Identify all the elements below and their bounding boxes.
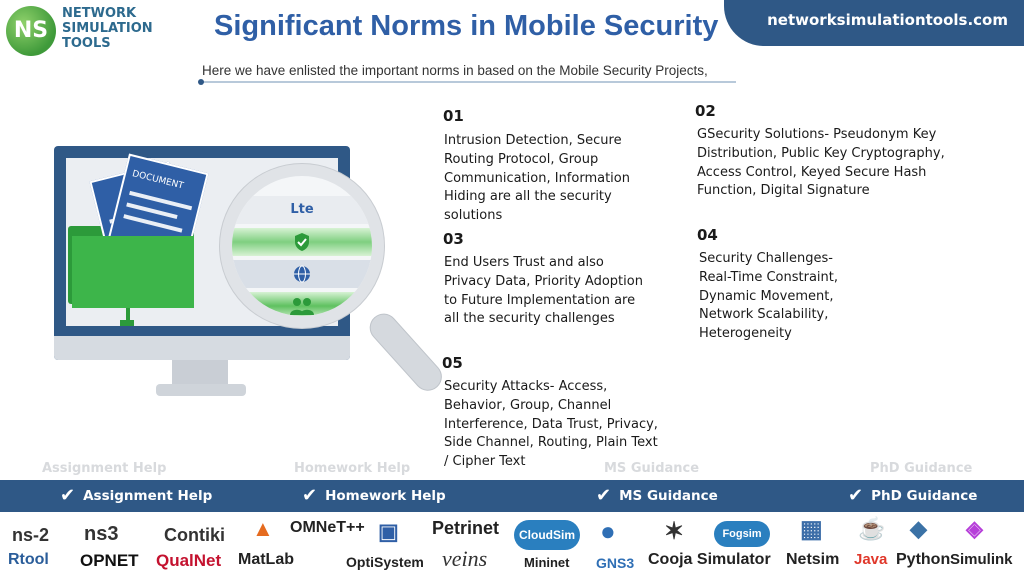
fogsim-logo: Fogsim <box>714 521 770 547</box>
check-icon: ✔ <box>848 485 864 506</box>
phd-guidance-link[interactable]: ✔ PhD Guidance <box>848 485 978 506</box>
veins-logo: veins <box>442 546 488 571</box>
cloudsim-logo: CloudSim <box>514 520 580 550</box>
intro-divider <box>200 81 736 83</box>
check-icon: ✔ <box>60 485 76 506</box>
check-icon: ✔ <box>302 485 318 506</box>
cooja-icon: ✶ <box>664 518 685 545</box>
homework-help-link[interactable]: ✔ Homework Help <box>302 485 446 506</box>
ghost-help-label: Assignment Help <box>42 461 167 476</box>
item-number: 04 <box>697 226 718 244</box>
optisystem-icon: ▣ <box>378 519 399 544</box>
mininet-logo: Mininet <box>524 555 570 570</box>
matlab-logo: MatLab <box>238 551 294 568</box>
item-text: Security Challenges- Real-Time Constraint, Dynamic Movement, Network Scalability, Heterogeneity <box>699 251 839 342</box>
help-bar <box>0 480 1024 512</box>
rtool-logo: Rtool <box>8 551 49 568</box>
optisystem-logo: OptiSystem <box>346 554 424 570</box>
petrinet-logo: Petrinet <box>432 518 500 538</box>
netsim-icon: ▦ <box>800 516 823 543</box>
ghost-help-label: PhD Guidance <box>870 461 973 476</box>
ns2-logo: ns-2 <box>12 525 50 545</box>
simulink-logo: Simulink <box>950 551 1013 568</box>
item-number: 05 <box>442 354 463 372</box>
ghost-help-label: MS Guidance <box>604 461 700 476</box>
item-text: GSecurity Solutions- Pseudonym Key Distribution, Public Key Cryptography, Access Control, Keyed Secure Hash Function, Digital Signature <box>697 127 945 199</box>
python-logo: Python <box>896 551 951 568</box>
intro-bullet-dot <box>198 79 204 85</box>
logo-wordmark: NETWORK SIMULATION TOOLS <box>62 6 153 51</box>
magnifier-icon <box>220 164 384 328</box>
matlab-icon: ▲ <box>252 516 274 541</box>
gns3-icon: ● <box>600 516 616 546</box>
item-text: End Users Trust and also Privacy Data, Priority Adoption to Future Implementation are all the security challenges <box>444 255 643 327</box>
item-number: 01 <box>443 107 464 125</box>
java-logo: Java <box>854 551 888 568</box>
brand-logo[interactable] <box>6 4 176 54</box>
python-icon: ◆ <box>910 516 927 541</box>
lte-icon: Lte <box>290 202 314 217</box>
check-icon: ✔ <box>596 485 612 506</box>
globe-icon <box>292 264 312 289</box>
ms-guidance-link[interactable]: ✔ MS Guidance <box>596 485 718 506</box>
cooja-simulator-logo: Cooja Simulator <box>648 551 771 568</box>
java-icon: ☕ <box>858 516 886 541</box>
item-number: 03 <box>443 230 464 248</box>
gns3-logo: GNS3 <box>596 555 635 571</box>
users-icon <box>288 296 316 321</box>
ghost-help-label: Homework Help <box>294 461 411 476</box>
intro-text: Here we have enlisted the important norms in based on the Mobile Security Projects, <box>202 63 708 78</box>
security-illustration <box>50 140 430 410</box>
shield-icon <box>294 232 310 257</box>
ns3-logo: ns3 <box>84 523 119 545</box>
netsim-logo: Netsim <box>786 551 840 568</box>
item-number: 02 <box>695 102 716 120</box>
simulink-icon: ◈ <box>966 516 983 541</box>
omnet-logo: OMNeT++ <box>290 519 365 536</box>
magnifier-handle <box>365 309 446 395</box>
opnet-logo: OPNET <box>80 551 139 570</box>
document-label: DOCUMENT <box>131 169 185 192</box>
ns-logo-icon: NS <box>6 6 56 56</box>
contiki-logo: Contiki <box>164 525 225 545</box>
item-text: Intrusion Detection, Secure Routing Protocol, Group Communication, Information Hiding are all the security solutions <box>444 133 630 224</box>
assignment-help-link[interactable]: ✔ Assignment Help <box>60 485 213 506</box>
page-title: Significant Norms in Mobile Security <box>214 10 719 42</box>
qualnet-logo: QualNet <box>156 551 222 570</box>
item-text: Security Attacks- Access, Behavior, Group, Channel Interference, Data Trust, Privacy, Side Channel, Routing, Plain Text / Cipher Text <box>444 379 658 470</box>
site-url-link[interactable]: networksimulationtools.com <box>724 0 1024 46</box>
